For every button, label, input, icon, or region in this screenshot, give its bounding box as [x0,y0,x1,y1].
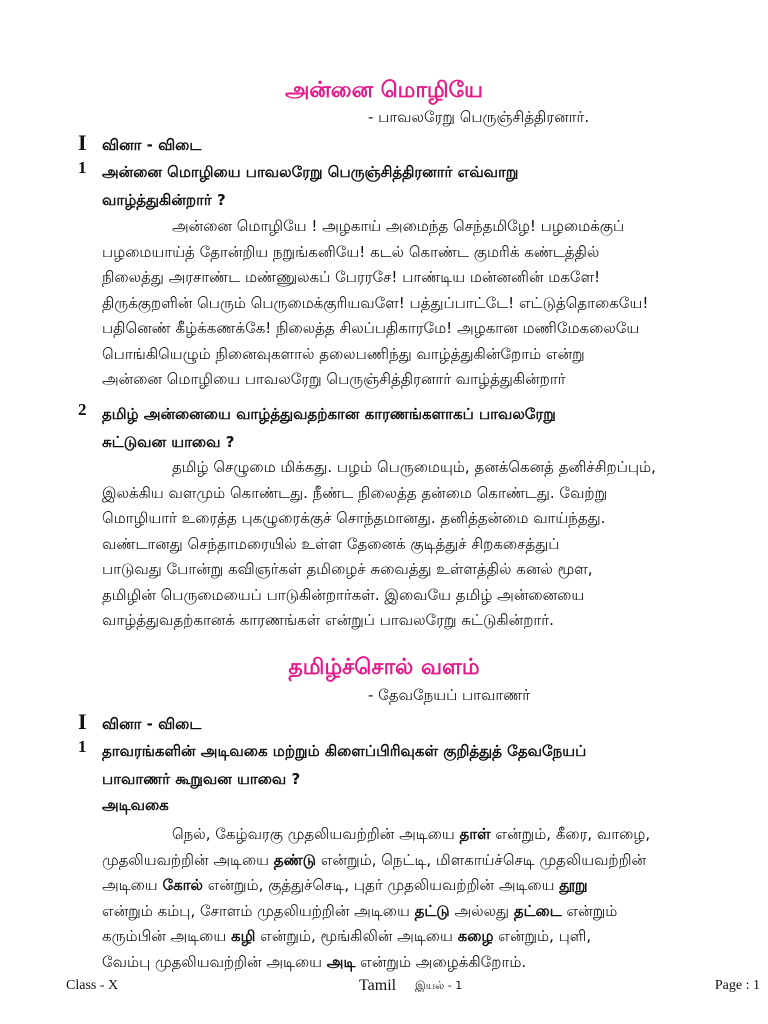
footer-class: Class - X [66,978,119,993]
answer-text: கரும்பின் அடியை [102,927,231,945]
answer-line [102,822,722,848]
answer-line: அன்னை மொழியை பாவலரேறு பெருஞ்சித்திரனார் வாழ்த்துகின்றார் [102,370,566,388]
answer-line: பழமையாய்த் தோன்றிய நறுங்கனியே! கடல் கொண்ட குமரிக் கண்டத்தில் [102,242,600,261]
answer-text: வேம்பு முதலியவற்றின் அடியை [102,952,327,971]
answer-keyword: தண்டு [273,850,317,869]
section-label: வினா - விடை [102,136,202,154]
lesson1-title: அன்னை மொழியே [284,78,484,103]
page-footer [0,978,768,998]
footer-page-number: Page : 1 [714,978,760,993]
answer-keyword: தட்டை [513,901,562,920]
question-line: அன்னை மொழியை பாவலரேறு பெருஞ்சித்திரனார் எவ்வாறு [102,163,519,181]
answer-keyword: தட்டு [414,901,450,920]
answer-line: தமிழின் பெருமையைப் பாடுகின்றார்கள். இவையே தமிழ் அன்னையை [102,585,585,604]
answer-text: அல்லது [449,901,514,920]
answer-line: பொங்கியெழும் நினைவுகளால் தலைபணிந்து வாழ்த்துகின்றோம் என்று [102,344,585,363]
answer-line: நிலைத்து அரசாண்ட மண்ணுலகப் பேரரசே! பாண்டிய மன்னனின் மகளே! [102,268,601,286]
question-line: தமிழ் அன்னையை வாழ்த்துவதற்கான காரணங்களாகப் பாவலரேறு [102,405,556,423]
answer-keyword: கழி [231,927,256,945]
lesson2-section-heading [78,709,201,735]
answer-text: என்றும், புளி, [493,927,592,945]
answer-keyword: தாள் [459,825,491,843]
section-number: I [78,709,87,734]
answer-text: முதலியவற்றின் அடியை [102,850,274,869]
answer-text: என்றும், மூங்கிலின் அடியை [255,927,458,945]
answer-line [102,848,722,874]
answer-line: இலக்கிய வளமும் கொண்டது. நீண்ட நிலைத்த தன்மை கொண்டது. வேற்று [102,483,608,502]
answer-text: என்றும் [561,901,618,920]
answer-line: மொழியார் உரைத்த புகழுரைக்குச் சொந்தமானது. தனித்தன்மை வாய்ந்தது. [102,509,606,527]
answer-line [102,950,722,976]
answer-text: என்றும் அழைக்கிறோம். [355,952,527,971]
lesson1-section-heading [78,130,201,156]
answer-keyword: கோல் [162,876,203,894]
lesson2-subheading: அடிவகை [102,796,169,814]
lesson1-author: - பாவலரேறு பெருஞ்சித்திரனார். [368,108,590,126]
lesson1-question-1 [78,158,698,214]
lesson1-question-2 [78,400,698,456]
footer-subject: Tamil [359,977,397,994]
answer-keyword: அடி [326,952,356,971]
lesson2-question-1 [78,737,698,793]
answer-line [102,873,722,899]
lesson1-answer-1 [102,214,722,393]
section-label: வினா - விடை [102,715,202,733]
section-number: I [78,130,87,155]
answer-line: வண்டானது செந்தாமரையில் உள்ள தேனைக் குடித்துச் சிறகசைத்துப் [102,534,560,553]
lesson2-answer-1 [102,822,722,975]
answer-line: திருக்குறளின் பெரும் பெருமைக்குரியவளே! பத்துப்பாட்டே! எட்டுத்தொகையே! [102,293,649,312]
answer-text: என்றும், குத்துச்செடி, புதர் முதலியவற்றின் அடியை [202,876,560,894]
answer-keyword: கழை [457,927,494,945]
question-number: 1 [78,158,87,177]
answer-line: அன்னை மொழியே ! அழகாய் அமைந்த செந்தமிழே! பழமைக்குப் [172,217,625,235]
footer-unit: இயல் - 1 [415,979,463,992]
answer-text: என்றும், கீரை, வாழை, [490,825,651,843]
lesson2-title: தமிழ்ச்சொல் வளம் [288,655,480,680]
answer-line: பாடுவது போன்று கவிஞர்கள் தமிழைச் சுவைத்து உள்ளத்தில் கனல் மூள, [102,560,593,578]
answer-line: தமிழ் செழுமை மிக்கது. பழம் பெருமையும், தனக்கெனத் தனிச்சிறப்பும், [172,458,656,476]
question-line: வாழ்த்துகின்றார் ? [102,191,226,209]
lesson2-author: - தேவநேயப் பாவாணர் [368,686,531,704]
question-number: 1 [78,737,87,756]
question-line: பாவாணர் கூறுவன யாவை ? [102,770,301,788]
answer-line [102,924,722,950]
answer-line: வாழ்த்துவதற்கானக் காரணங்கள் என்றுப் பாவலரேறு சுட்டுகின்றார். [102,611,554,629]
lesson1-answer-2 [102,455,722,634]
answer-text: அடியை [102,876,163,894]
answer-text: என்றும், நெட்டி, மிளகாய்ச்செடி முதலியவற்றின் [316,850,647,869]
answer-line [102,899,722,925]
question-line: தாவரங்களின் அடிவகை மற்றும் கிளைப்பிரிவுகள் குறித்துத் தேவநேயப் [102,742,587,760]
answer-line: பதினெண் கீழ்க்கணக்கே! நிலைத்த சிலப்பதிகாரமே! அழகான மணிமேகலையே [102,319,640,337]
answer-keyword: தூறு [559,876,588,894]
question-number: 2 [78,400,87,419]
answer-text: என்றும் கம்பு, சோளம் முதலியற்றின் அடியை [102,901,415,920]
question-line: சுட்டுவன யாவை ? [102,433,235,451]
answer-text: நெல், கேழ்வரகு முதலியவற்றின் அடியை [172,825,460,843]
